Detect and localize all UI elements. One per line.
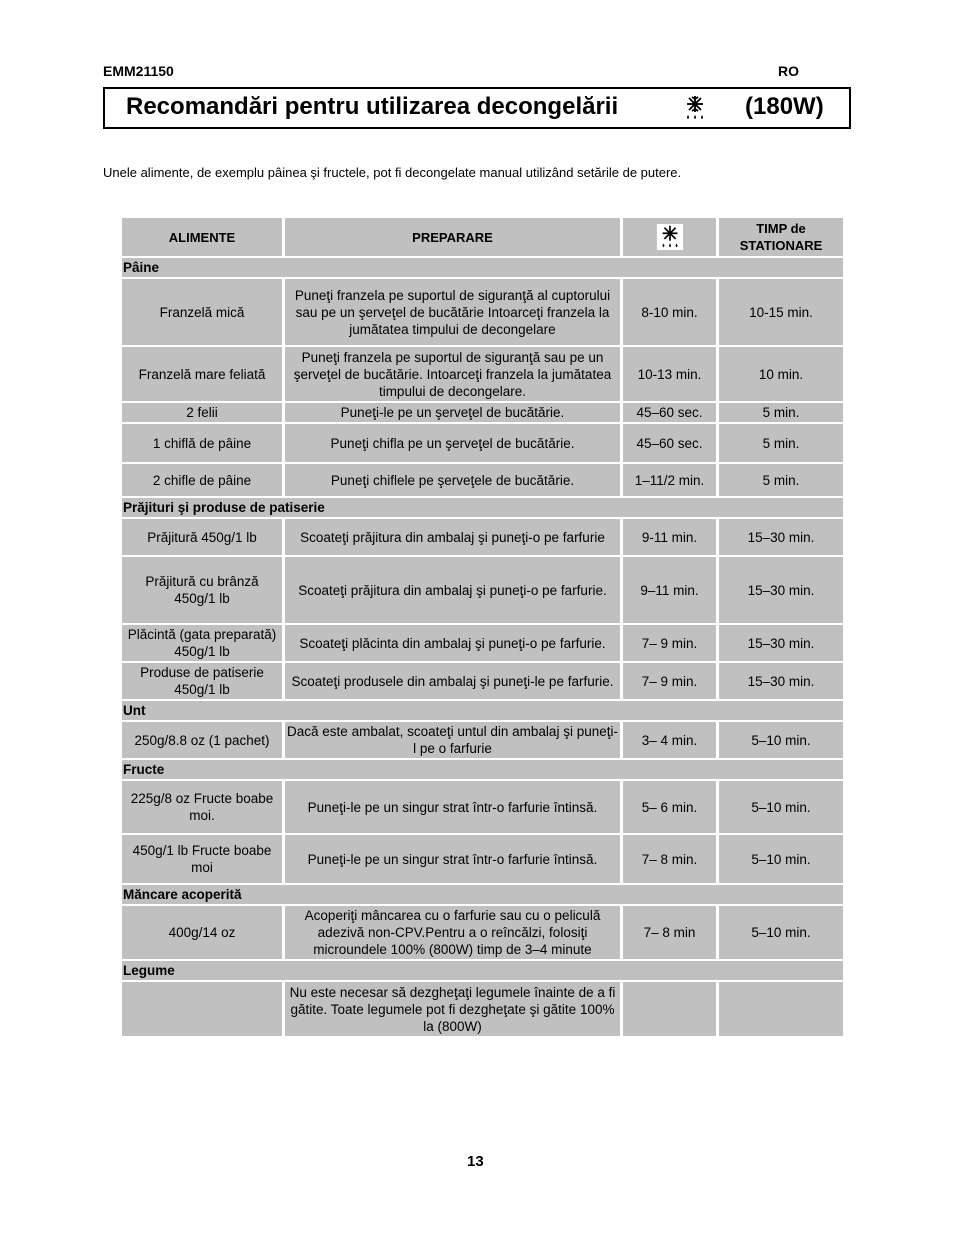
table-row [122,722,843,758]
standing-time-cell: 10-15 min. [719,279,843,345]
category-row [122,760,843,779]
food-cell: Plăcintă (gata preparată) 450g/1 lb [122,625,282,661]
standing-time-cell: 5–10 min. [719,906,843,959]
table-row [122,464,843,496]
table-row [122,625,843,661]
table-row [122,557,843,623]
category-row [122,701,843,720]
defrost-time-cell: 9–11 min. [623,557,716,623]
standing-time-cell: 5 min. [719,424,843,462]
standing-time-cell: 5–10 min. [719,835,843,883]
table-row [122,835,843,883]
header-defrost [623,218,716,256]
preparation-cell: Puneţi-le pe un singur strat într-o farfurie întinsă. [285,781,620,833]
category-row [122,885,843,904]
standing-time-cell: 15–30 min. [719,625,843,661]
preparation-cell: Dacă este ambalat, scoateţi untul din ambalaj şi puneţi-l pe o farfurie [285,722,620,758]
standing-time-cell: 15–30 min. [719,663,843,699]
preparation-cell: Nu este necesar să dezgheţaţi legumele înainte de a fi gătite. Toate legumele pot fi dezgheţate şi gătite 100% la (800W) [285,982,620,1036]
category-label: Unt [122,701,843,720]
category-label: Legume [122,961,843,980]
preparation-cell: Puneţi-le pe un şerveţel de bucătărie. [285,403,620,422]
table-row [122,906,843,959]
category-label: Fructe [122,760,843,779]
preparation-cell: Scoateţi produsele din ambalaj şi puneţi-le pe farfurie. [285,663,620,699]
category-row [122,498,843,517]
defrost-time-cell: 10-13 min. [623,347,716,401]
preparation-cell: Puneţi franzela pe suportul de siguranţă sau pe un şerveţel de bucătărie. Intoarceţi franzela la jumătatea timpului de decongelare. [285,347,620,401]
food-cell: 250g/8.8 oz (1 pachet) [122,722,282,758]
category-row [122,258,843,277]
standing-time-cell: 5 min. [719,464,843,496]
page-title: Recomandări pentru utilizarea decongelării [126,93,619,120]
table-body [122,258,843,1036]
food-cell: 1 chiflă de pâine [122,424,282,462]
standing-time-cell: 5 min. [719,403,843,422]
food-cell [122,982,282,1036]
table-row [122,519,843,555]
header-preparation: PREPARARE [285,218,620,256]
defrost-time-cell: 7– 9 min. [623,625,716,661]
food-cell: 2 felii [122,403,282,422]
standing-time-cell: 15–30 min. [719,557,843,623]
food-cell: 400g/14 oz [122,906,282,959]
food-cell: Produse de patiserie 450g/1 lb [122,663,282,699]
table-row [122,279,843,345]
page-number: 13 [467,1153,484,1170]
food-cell: Franzelă mică [122,279,282,345]
table-header-row [122,218,843,256]
preparation-cell: Puneţi-le pe un singur strat într-o farfurie întinsă. [285,835,620,883]
preparation-cell: Scoateţi prăjitura din ambalaj şi puneţi-o pe farfurie. [285,557,620,623]
model-code: EMM21150 [103,63,174,79]
intro-text: Unele alimente, de exemplu pâinea şi fructele, pot fi decongelate manual utilizând setările de putere. [103,165,682,180]
header-foods: ALIMENTE [122,218,282,256]
defrost-time-cell: 5– 6 min. [623,781,716,833]
preparation-cell: Puneţi franzela pe suportul de siguranţă al cuptorului sau pe un şerveţel de bucătărie Intoarceţi franzela la jumătatea timpului de decongelare [285,279,620,345]
category-label: Măncare acoperită [122,885,843,904]
defrost-time-cell: 1–11/2 min. [623,464,716,496]
standing-time-cell: 15–30 min. [719,519,843,555]
food-cell: 2 chifle de pâine [122,464,282,496]
defrost-time-cell: 7– 8 min. [623,835,716,883]
preparation-cell: Puneţi chifla pe un şerveţel de bucătărie. [285,424,620,462]
header-standing-time: TIMP de STATIONARE [719,218,843,256]
table-row [122,663,843,699]
defrost-time-cell: 45–60 sec. [623,403,716,422]
defrost-time-cell: 9-11 min. [623,519,716,555]
standing-time-cell [719,982,843,1036]
category-row [122,961,843,980]
table-row [122,982,843,1036]
preparation-cell: Scoateţi prăjitura din ambalaj şi puneţi-o pe farfurie [285,519,620,555]
standing-time-cell: 5–10 min. [719,781,843,833]
defrost-time-cell: 3– 4 min. [623,722,716,758]
table-row [122,347,843,401]
defrost-table [119,216,846,1038]
defrost-icon [656,223,684,251]
title-box [103,87,851,129]
standing-time-cell: 5–10 min. [719,722,843,758]
food-cell: Franzelă mare feliată [122,347,282,401]
table-row [122,781,843,833]
food-cell: Prăjitură 450g/1 lb [122,519,282,555]
category-label: Pâine [122,258,843,277]
preparation-cell: Acoperiţi mâncarea cu o farfurie sau cu o peliculă adezivă non-CPV.Pentru a o reîncălzi, folosiţi microundele 100% (800W) timp de 3–4 minute [285,906,620,959]
category-label: Prăjituri şi produse de patiserie [122,498,843,517]
defrost-time-cell [623,982,716,1036]
defrost-time-cell: 7– 8 min [623,906,716,959]
preparation-cell: Puneţi chiflele pe şerveţele de bucătărie. [285,464,620,496]
defrost-time-cell: 45–60 sec. [623,424,716,462]
table-row [122,424,843,462]
defrost-time-cell: 7– 9 min. [623,663,716,699]
title-power: (180W) [745,93,824,120]
food-cell: Prăjitură cu brânză 450g/1 lb [122,557,282,623]
food-cell: 450g/1 lb Fructe boabe moi [122,835,282,883]
standing-time-cell: 10 min. [719,347,843,401]
table-row [122,403,843,422]
defrost-icon [680,93,710,123]
language-code: RO [778,63,799,79]
defrost-time-cell: 8-10 min. [623,279,716,345]
food-cell: 225g/8 oz Fructe boabe moi. [122,781,282,833]
preparation-cell: Scoateţi plăcinta din ambalaj şi puneţi-o pe farfurie. [285,625,620,661]
